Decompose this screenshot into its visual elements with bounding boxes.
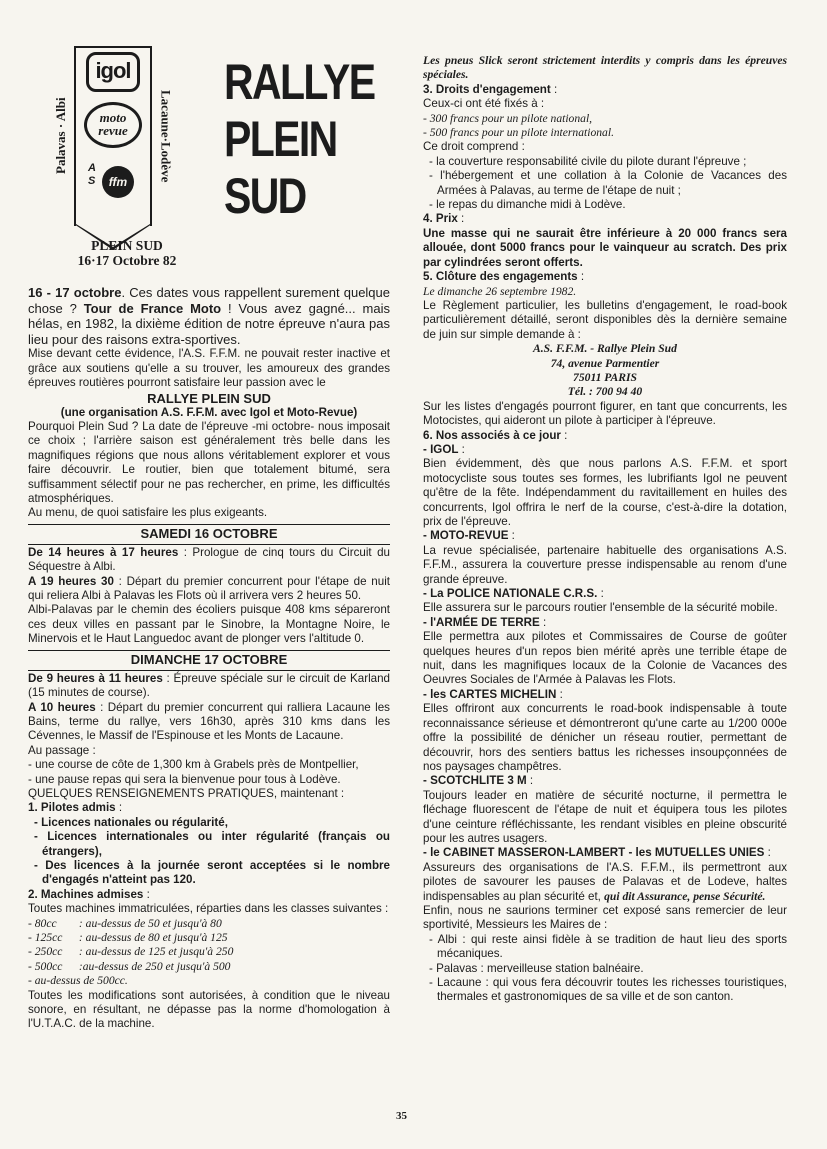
postal-address: A.S. F.F.M. - Rallye Plein Sud 74, avenue Parmentier 75011 PARIS Tél. : 700 94 40 [533, 342, 677, 399]
paragraph: Enfin, nous ne saurions terminer cet exposé sans remercier de leur sportivité, Messieurs les Maires de : [423, 903, 787, 932]
paragraph: Au menu, de quoi satisfaire les plus exigeants. [28, 506, 268, 520]
list-item: - l'hébergement et une collation à la Colonie de Vacances des Armées à Palavas, au terme de l'étape de nuit ; [429, 169, 787, 197]
sponsor-title: - La POLICE NATIONALE C.R.S. : [423, 587, 604, 601]
schedule-item: A 10 heures : Départ du premier concurrent qui ralliera Lacaune les Bains, terme du rallye, vers 16h30, après 310 kms dans les Cévennes, le Massif de l'Espinouse et les Monts de Lacaune. [28, 700, 390, 743]
igol-logo: igol [86, 52, 140, 92]
sponsor-title: - SCOTCHLITE 3 M : [423, 774, 534, 788]
class-item: - 125cc : au-dessus de 80 et jusqu'à 125 [28, 931, 228, 944]
page-number: 35 [396, 1110, 407, 1122]
sponsor-title: - le CABINET MASSERON-LAMBERT - les MUTUELLES UNIES : [423, 846, 771, 860]
class-item: - 500cc :au-dessus de 250 et jusqu'à 500 [28, 959, 231, 973]
list-item: - 500 francs pour un pilote international. [423, 126, 614, 140]
list-item: - Licences internationales ou inter régularité (français ou étrangers), [34, 830, 390, 858]
dimanche-heading: DIMANCHE 17 OCTOBRE [130, 651, 288, 667]
left-column [28, 40, 390, 1032]
paragraph: Le Règlement particulier, les bulletins d'engagement, le road-book particulièrement détaillé, seront disponibles dès la dernière semaine de juin sur simple demande à : [423, 298, 787, 341]
section-title: 1. Pilotes admis : [28, 801, 123, 815]
page-title: RALLYE PLEIN SUD [224, 54, 375, 224]
section-title: 3. Droits d'engagement : [423, 82, 558, 96]
schedule-item: De 14 heures à 17 heures : Prologue de cinq tours du Circuit du Séquestre à Albi. [28, 545, 390, 574]
paragraph: Toutes machines immatriculées, réparties dans les classes suivantes : [28, 902, 389, 916]
intro-paragraph: 16 - 17 octobre. Ces dates vous rappellent surement quelque chose ? Tour de France Moto ! Vous avez gagné... mais hélas, en 1982, la dixième édition de notre épreuve n'aura pas lieu pour des raisons extra-sportives. [28, 285, 390, 347]
sponsor-title: - MOTO-REVUE : [423, 529, 515, 543]
section-title: 5. Clôture des engagements : [423, 270, 585, 284]
paragraph: Pourquoi Plein Sud ? La date de l'épreuve -mi octobre- nous imposait ce choix ; l'arrière saison est généralement très belle dans les magnifiques régions que nous allons véritablement explorer et vous faire découvrir. Le routier, bien que totalement bitumé, sera suffisamment sélectif pour ne pas rechercher, en prime, les difficultés atmosphériques. [28, 420, 390, 506]
schedule-item: A 19 heures 30 : Départ du premier concurrent pour l'étape de nuit qui reliera Albi à Palavas les Flots où il arrivera vers 2 heures 50. [28, 574, 390, 603]
logo-left-towns: Palavas · Albi [53, 97, 68, 175]
paragraph: Mise devant cette évidence, l'A.S. F.F.M. ne pouvait rester inactive et grâce aux soutiens qu'elle a su trouver, les amoureux des grandes épreuves routières pourront satisfaire leur passion avec le [28, 347, 390, 390]
divider [28, 524, 390, 525]
paragraph: Elles offriront aux concurrents le road-book indispensable à toute reconnaissance sérieuse et démontreront qu'une carte au 1/200 000e offre la possibilité de dénicher un réseau routier, permettant de découvrir, hors des sentiers battus les richesses insoupçonnées de nos paysages champêtres. [423, 702, 787, 773]
paragraph: Elle permettra aux pilotes et Commissaires de Course de goûter quelques heures d'un repos bien mérité après une terrible étape de nuit, dans les magnifiques locaux de la Colonie de Vacances des Oeuvres Sociales de l'Armée à Palavas les Flots. [423, 630, 787, 687]
divider [28, 670, 390, 671]
moto-revue-logo: moto revue [84, 102, 142, 148]
paragraph: Toutes les modifications sont autorisées, à condition que le niveau sonore, en résultant, ne dépasse pas la norme d'homologation à l'U.T.A.C. de la machine. [28, 988, 390, 1031]
paragraph: Assureurs des organisations de l'A.S. F.F.M., ils permettront aux pilotes de savourer les pauses de Palavas et de Lodeve, haltes indispensables au plan sécurité et, qui dit Assurance, pense Sécurité. [423, 860, 787, 903]
paragraph: Au passage : [28, 743, 96, 757]
samedi-heading: SAMEDI 16 OCTOBRE [140, 525, 278, 541]
list-item: - le repas du dimanche midi à Lodève. [429, 198, 626, 212]
paragraph: Le dimanche 26 septembre 1982. [423, 284, 577, 298]
right-column [423, 54, 787, 1005]
rallye-heading: RALLYE PLEIN SUD [147, 390, 271, 406]
divider [28, 544, 390, 545]
asffm-logo: A S ffm [88, 158, 138, 208]
paragraph: Sur les listes d'engagés pourront figurer, en tant que concurrents, les Motocistes, qui aideront un pilote à participer à l'épreuve. [423, 399, 787, 428]
class-item: - 250cc : au-dessus de 125 et jusqu'à 250 [28, 945, 234, 959]
sponsor-title: - les CARTES MICHELIN : [423, 687, 563, 701]
sponsor-title: - IGOL : [423, 442, 465, 456]
list-item: - la couverture responsabilité civile du pilote durant l'épreuve ; [429, 154, 747, 168]
paragraph: Une masse qui ne saurait être inférieure à 20 000 francs sera allouée, dont 5000 francs pour le vainqueur au scratch. Des prix par cylindrées seront offerts. [423, 226, 787, 269]
list-item: - Albi : qui reste ainsi fidèle à se tradition de haut lieu des sports mécaniques. [429, 932, 787, 961]
paragraph: Les pneus Slick seront strictement interdits y compris dans les épreuves spéciales. [423, 54, 787, 82]
divider [28, 650, 390, 651]
section-title: 2. Machines admises : [28, 887, 150, 901]
class-item: - au-dessus de 500cc. [28, 974, 128, 988]
paragraph: Albi-Palavas par le chemin des écoliers puisque 408 kms sépareront ces deux villes en passant par le Sinobre, la Montagne Noire, le Minervois et le Haut Languedoc avant de plonger vers l'altitude 0. [28, 603, 390, 646]
section-title: 4. Prix : [423, 212, 465, 226]
list-item: - une course de côte de 1,300 km à Grabels près de Montpellier, [28, 758, 359, 772]
sponsor-title: - l'ARMÉE DE TERRE : [423, 615, 547, 629]
paragraph: Toujours leader en matière de sécurité nocturne, il permettra le fléchage fluorescent de l'étape de nuit et équipera tous les pilotes d'une ceinture réfléchissante, les rendant visibles en pleine obscurité pour les autres usagers. [423, 788, 787, 845]
article-header [28, 40, 390, 285]
list-item: - Lacaune : qui vous fera découvrir toutes les richesses touristiques, thermales et gastronomiques de sa ville et de son canton. [429, 976, 787, 1004]
logo-right-towns: Lacaune·Lodève [158, 89, 174, 183]
paragraph: Bien évidemment, dès que nous parlons A.S. F.F.M. et sport motocycliste sous toutes ses formes, les lubrifiants Igol ne peuvent qu'être de la fête. Indépendamment du ravitaillement en huiles des concurrents, Igol offrira le nerf de la course, c'est-à-dire la dotation, prix de l'épreuve. [423, 457, 787, 528]
list-item: - Palavas : merveilleuse station balnéaire. [429, 961, 644, 975]
rallye-logo [42, 40, 192, 268]
paragraph: QUELQUES RENSEIGNEMENTS PRATIQUES, maintenant : [28, 786, 345, 800]
schedule-item: De 9 heures à 11 heures : Épreuve spéciale sur le circuit de Karland (15 minutes de course). [28, 671, 390, 700]
list-item: - une pause repas qui sera la bienvenue pour tous à Lodève. [28, 772, 341, 786]
list-item: - Licences nationales ou régularité, [34, 815, 228, 829]
paragraph: Ceux-ci ont été fixés à : [423, 97, 545, 111]
rallye-subheading: (une organisation A.S. F.F.M. avec Igol et Moto-Revue) [60, 405, 358, 419]
section-title: 6. Nos associés à ce jour : [423, 428, 568, 442]
paragraph: La revue spécialisée, partenaire habituelle des organisations A.S. F.F.M., assurera la couverture presse indispensable au renom d'une grande épreuve. [423, 543, 787, 586]
paragraph: Elle assurera sur le parcours routier l'ensemble de la sécurité mobile. [423, 601, 778, 615]
list-item: - Des licences à la journée seront acceptées si le nombre d'engagés n'atteint pas 120. [34, 858, 390, 887]
list-item: - 300 francs pour un pilote national, [423, 111, 593, 125]
logo-subtitle: PLEIN SUD 16·17 Octobre 82 [77, 238, 177, 268]
class-item: - 80cc : au-dessus de 50 et jusqu'à 80 [28, 916, 222, 930]
paragraph: Ce droit comprend : [423, 140, 525, 154]
